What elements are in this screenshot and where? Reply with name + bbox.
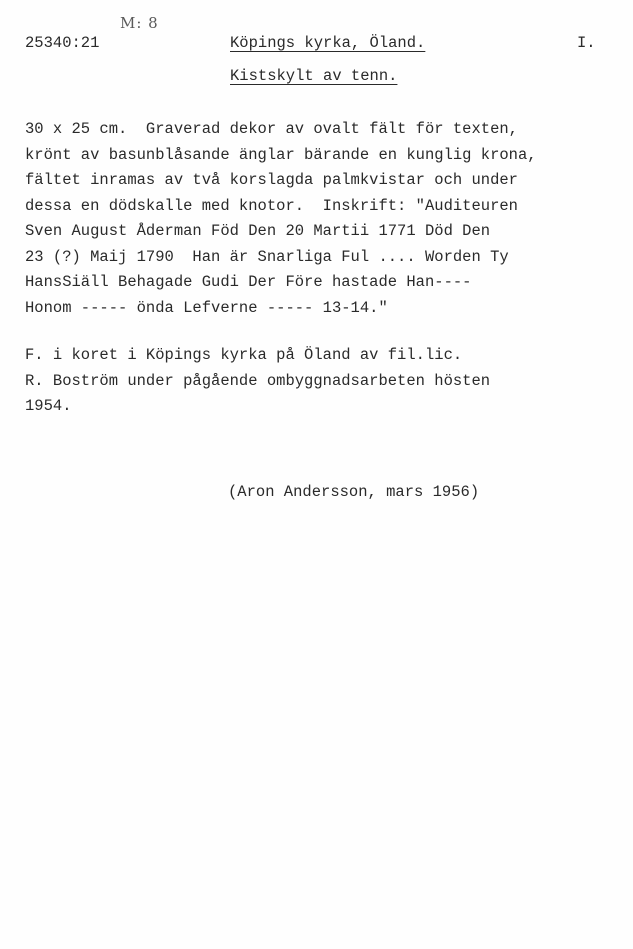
- find-note-line: 1954.: [25, 397, 72, 415]
- catalog-number: 25340:21: [25, 34, 100, 52]
- place-title-text: Köpings kyrka, Öland.: [230, 34, 426, 52]
- description-line: Sven August Åderman Föd Den 20 Martii 1771 Död Den: [25, 222, 491, 240]
- description-line: 23 (?) Maij 1790 Han är Snarliga Ful .... Worden Ty: [25, 247, 509, 266]
- description-line: dessa en dödskalle med knotor. Inskrift: "Auditeuren: [25, 196, 518, 215]
- description-line: HansSiäll Behagade Gudi Der Före hastade Han----: [25, 273, 472, 291]
- object-title: [230, 69, 397, 85]
- object-title-text: Kistskylt av tenn.: [230, 67, 398, 85]
- description-line: fältet inramas av två korslagda palmkvistar och under: [25, 171, 518, 189]
- description-line: krönt av basunblåsande änglar bärande en kunglig krona,: [25, 145, 537, 164]
- description-line: Honom ----- önda Lefverne ----- 13-14.": [25, 298, 388, 317]
- find-note-line: R. Boström under pågående ombyggnadsarbeten hösten: [25, 371, 491, 390]
- handwritten-note: M: 8: [120, 14, 159, 32]
- find-note-line: F. i koret i Köpings kyrka på Öland av fil.lic.: [25, 346, 463, 364]
- author-signature: (Aron Andersson, mars 1956): [228, 483, 480, 501]
- description-line: 30 x 25 cm. Graverad dekor av ovalt fält för texten,: [25, 120, 518, 138]
- place-title: [230, 36, 425, 52]
- sheet-number: I.: [577, 34, 596, 52]
- find-note-paragraph: [25, 343, 625, 420]
- description-paragraph: [25, 117, 625, 321]
